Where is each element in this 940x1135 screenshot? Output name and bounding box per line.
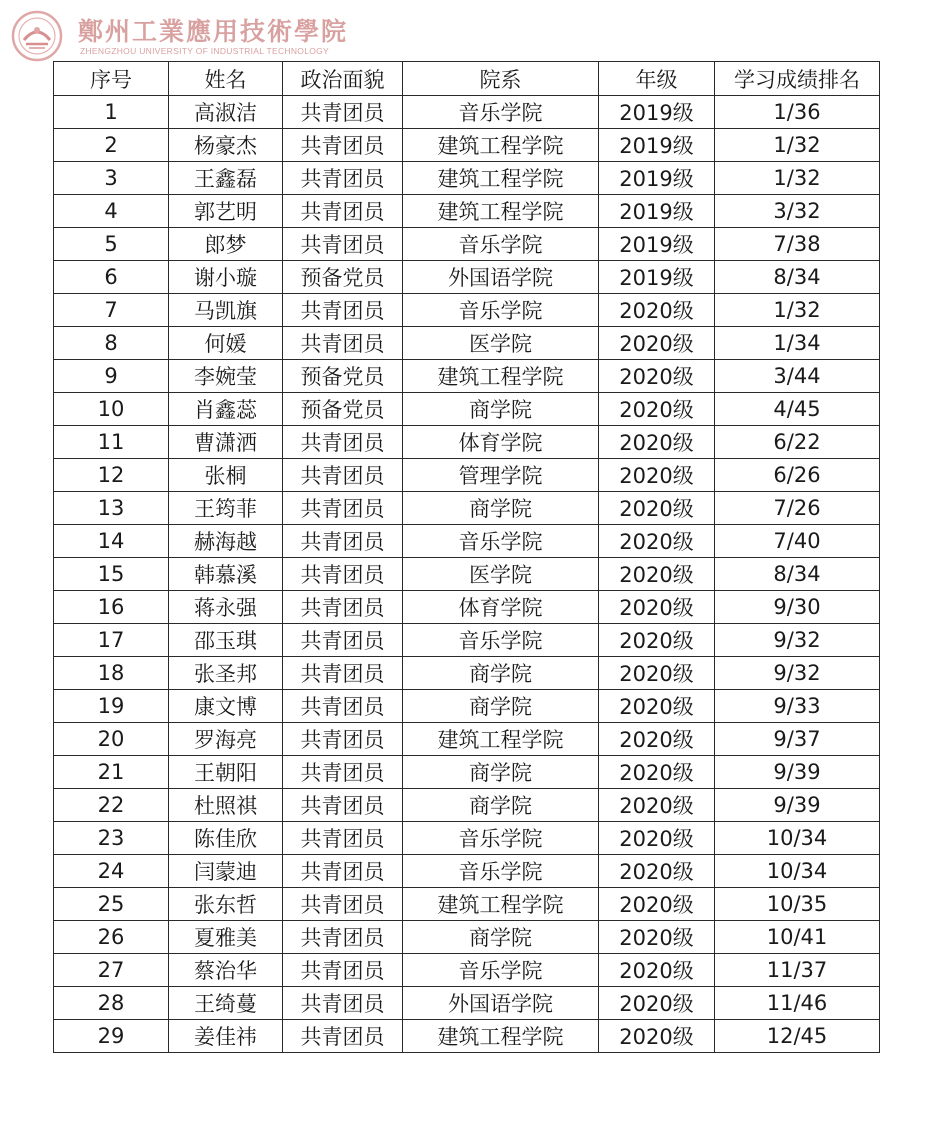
cell-political-status: 预备党员 bbox=[283, 393, 403, 426]
cell-political-status: 共青团员 bbox=[283, 327, 403, 360]
cell-college: 商学院 bbox=[403, 393, 599, 426]
cell-grade: 2020级 bbox=[599, 822, 715, 855]
cell-grade: 2020级 bbox=[599, 855, 715, 888]
cell-college: 音乐学院 bbox=[403, 228, 599, 261]
cell-grade: 2020级 bbox=[599, 393, 715, 426]
cell-index: 12 bbox=[54, 459, 169, 492]
cell-rank: 10/41 bbox=[715, 921, 880, 954]
table-row bbox=[54, 327, 880, 360]
cell-political-status: 共青团员 bbox=[283, 954, 403, 987]
table-row bbox=[54, 657, 880, 690]
cell-grade: 2020级 bbox=[599, 624, 715, 657]
table-row bbox=[54, 921, 880, 954]
cell-political-status: 共青团员 bbox=[283, 921, 403, 954]
table-row bbox=[54, 360, 880, 393]
cell-name: 郎梦 bbox=[169, 228, 283, 261]
cell-grade: 2020级 bbox=[599, 723, 715, 756]
cell-rank: 7/38 bbox=[715, 228, 880, 261]
cell-college: 商学院 bbox=[403, 756, 599, 789]
cell-college: 外国语学院 bbox=[403, 987, 599, 1020]
cell-name: 蔡治华 bbox=[169, 954, 283, 987]
cell-name: 郭艺明 bbox=[169, 195, 283, 228]
cell-grade: 2020级 bbox=[599, 1020, 715, 1053]
cell-rank: 8/34 bbox=[715, 558, 880, 591]
cell-rank: 1/36 bbox=[715, 96, 880, 129]
cell-political-status: 共青团员 bbox=[283, 558, 403, 591]
table-row bbox=[54, 459, 880, 492]
table-row bbox=[54, 1020, 880, 1053]
table-row bbox=[54, 954, 880, 987]
table-row bbox=[54, 294, 880, 327]
cell-index: 19 bbox=[54, 690, 169, 723]
cell-name: 邵玉琪 bbox=[169, 624, 283, 657]
cell-index: 2 bbox=[54, 129, 169, 162]
cell-college: 商学院 bbox=[403, 789, 599, 822]
cell-index: 5 bbox=[54, 228, 169, 261]
cell-grade: 2019级 bbox=[599, 195, 715, 228]
university-logo bbox=[8, 10, 349, 62]
cell-name: 张桐 bbox=[169, 459, 283, 492]
table-row bbox=[54, 591, 880, 624]
cell-name: 杜照祺 bbox=[169, 789, 283, 822]
cell-political-status: 共青团员 bbox=[283, 591, 403, 624]
cell-college: 音乐学院 bbox=[403, 294, 599, 327]
table-row bbox=[54, 690, 880, 723]
cell-index: 20 bbox=[54, 723, 169, 756]
cell-index: 21 bbox=[54, 756, 169, 789]
cell-name: 陈佳欣 bbox=[169, 822, 283, 855]
cell-index: 1 bbox=[54, 96, 169, 129]
cell-index: 25 bbox=[54, 888, 169, 921]
cell-name: 王绮蔓 bbox=[169, 987, 283, 1020]
cell-name: 曹潇洒 bbox=[169, 426, 283, 459]
column-header-index: 序号 bbox=[54, 62, 169, 96]
cell-index: 17 bbox=[54, 624, 169, 657]
cell-political-status: 共青团员 bbox=[283, 723, 403, 756]
table-row bbox=[54, 393, 880, 426]
cell-college: 商学院 bbox=[403, 921, 599, 954]
cell-index: 14 bbox=[54, 525, 169, 558]
cell-political-status: 共青团员 bbox=[283, 492, 403, 525]
cell-college: 音乐学院 bbox=[403, 525, 599, 558]
cell-grade: 2019级 bbox=[599, 162, 715, 195]
cell-rank: 9/37 bbox=[715, 723, 880, 756]
cell-rank: 12/45 bbox=[715, 1020, 880, 1053]
table-row bbox=[54, 96, 880, 129]
cell-grade: 2020级 bbox=[599, 657, 715, 690]
cell-rank: 1/32 bbox=[715, 129, 880, 162]
cell-college: 管理学院 bbox=[403, 459, 599, 492]
cell-name: 闫蒙迪 bbox=[169, 855, 283, 888]
cell-rank: 7/26 bbox=[715, 492, 880, 525]
cell-grade: 2020级 bbox=[599, 558, 715, 591]
cell-college: 建筑工程学院 bbox=[403, 360, 599, 393]
cell-rank: 9/32 bbox=[715, 624, 880, 657]
cell-political-status: 预备党员 bbox=[283, 261, 403, 294]
table-row bbox=[54, 426, 880, 459]
cell-political-status: 共青团员 bbox=[283, 228, 403, 261]
cell-political-status: 共青团员 bbox=[283, 129, 403, 162]
cell-rank: 11/46 bbox=[715, 987, 880, 1020]
cell-rank: 11/37 bbox=[715, 954, 880, 987]
cell-college: 建筑工程学院 bbox=[403, 162, 599, 195]
cell-name: 高淑洁 bbox=[169, 96, 283, 129]
cell-college: 外国语学院 bbox=[403, 261, 599, 294]
cell-college: 商学院 bbox=[403, 657, 599, 690]
cell-name: 谢小璇 bbox=[169, 261, 283, 294]
school-name: 鄭州工業應用技術學院 bbox=[78, 17, 349, 46]
cell-political-status: 共青团员 bbox=[283, 162, 403, 195]
column-header-college: 院系 bbox=[403, 62, 599, 96]
cell-grade: 2020级 bbox=[599, 756, 715, 789]
cell-index: 18 bbox=[54, 657, 169, 690]
cell-political-status: 共青团员 bbox=[283, 96, 403, 129]
table-row bbox=[54, 525, 880, 558]
cell-political-status: 共青团员 bbox=[283, 987, 403, 1020]
cell-rank: 4/45 bbox=[715, 393, 880, 426]
cell-index: 4 bbox=[54, 195, 169, 228]
cell-college: 医学院 bbox=[403, 558, 599, 591]
table-row bbox=[54, 162, 880, 195]
cell-grade: 2020级 bbox=[599, 525, 715, 558]
cell-grade: 2020级 bbox=[599, 987, 715, 1020]
cell-college: 建筑工程学院 bbox=[403, 195, 599, 228]
cell-political-status: 共青团员 bbox=[283, 195, 403, 228]
cell-grade: 2019级 bbox=[599, 96, 715, 129]
cell-rank: 10/34 bbox=[715, 855, 880, 888]
cell-grade: 2020级 bbox=[599, 789, 715, 822]
cell-name: 康文博 bbox=[169, 690, 283, 723]
cell-rank: 8/34 bbox=[715, 261, 880, 294]
cell-index: 3 bbox=[54, 162, 169, 195]
cell-political-status: 共青团员 bbox=[283, 789, 403, 822]
cell-rank: 9/39 bbox=[715, 789, 880, 822]
cell-political-status: 预备党员 bbox=[283, 360, 403, 393]
table-row bbox=[54, 492, 880, 525]
cell-index: 26 bbox=[54, 921, 169, 954]
cell-name: 李婉莹 bbox=[169, 360, 283, 393]
cell-name: 何媛 bbox=[169, 327, 283, 360]
cell-name: 张圣邦 bbox=[169, 657, 283, 690]
cell-grade: 2019级 bbox=[599, 261, 715, 294]
cell-college: 医学院 bbox=[403, 327, 599, 360]
table-row bbox=[54, 822, 880, 855]
cell-rank: 10/34 bbox=[715, 822, 880, 855]
cell-name: 夏雅美 bbox=[169, 921, 283, 954]
cell-name: 马凯旗 bbox=[169, 294, 283, 327]
cell-rank: 3/44 bbox=[715, 360, 880, 393]
cell-name: 杨豪杰 bbox=[169, 129, 283, 162]
column-header-grade: 年级 bbox=[599, 62, 715, 96]
cell-college: 音乐学院 bbox=[403, 822, 599, 855]
cell-index: 16 bbox=[54, 591, 169, 624]
table-row bbox=[54, 789, 880, 822]
table-header-row bbox=[54, 62, 880, 96]
cell-college: 建筑工程学院 bbox=[403, 129, 599, 162]
cell-political-status: 共青团员 bbox=[283, 888, 403, 921]
cell-rank: 9/39 bbox=[715, 756, 880, 789]
cell-name: 张东哲 bbox=[169, 888, 283, 921]
cell-grade: 2019级 bbox=[599, 228, 715, 261]
cell-index: 15 bbox=[54, 558, 169, 591]
column-header-rank: 学习成绩排名 bbox=[715, 62, 880, 96]
cell-political-status: 共青团员 bbox=[283, 756, 403, 789]
cell-index: 6 bbox=[54, 261, 169, 294]
cell-grade: 2019级 bbox=[599, 129, 715, 162]
cell-grade: 2020级 bbox=[599, 954, 715, 987]
table-row bbox=[54, 855, 880, 888]
cell-grade: 2020级 bbox=[599, 921, 715, 954]
cell-index: 28 bbox=[54, 987, 169, 1020]
table-body bbox=[54, 96, 880, 1053]
cell-grade: 2020级 bbox=[599, 327, 715, 360]
cell-grade: 2020级 bbox=[599, 591, 715, 624]
cell-rank: 9/32 bbox=[715, 657, 880, 690]
cell-rank: 1/32 bbox=[715, 162, 880, 195]
table-row bbox=[54, 195, 880, 228]
cell-college: 商学院 bbox=[403, 492, 599, 525]
cell-index: 13 bbox=[54, 492, 169, 525]
cell-grade: 2020级 bbox=[599, 360, 715, 393]
cell-name: 王鑫磊 bbox=[169, 162, 283, 195]
table-row bbox=[54, 228, 880, 261]
school-name-english: ZHENGZHOU UNIVERSITY OF INDUSTRIAL TECHNOLOGY bbox=[80, 46, 330, 56]
student-ranking-table bbox=[53, 61, 880, 1053]
cell-political-status: 共青团员 bbox=[283, 1020, 403, 1053]
cell-index: 23 bbox=[54, 822, 169, 855]
column-header-name: 姓名 bbox=[169, 62, 283, 96]
cell-index: 27 bbox=[54, 954, 169, 987]
cell-name: 肖鑫蕊 bbox=[169, 393, 283, 426]
cell-name: 姜佳祎 bbox=[169, 1020, 283, 1053]
cell-rank: 1/34 bbox=[715, 327, 880, 360]
cell-college: 商学院 bbox=[403, 690, 599, 723]
cell-index: 10 bbox=[54, 393, 169, 426]
table-row bbox=[54, 888, 880, 921]
cell-political-status: 共青团员 bbox=[283, 426, 403, 459]
cell-political-status: 共青团员 bbox=[283, 855, 403, 888]
cell-college: 音乐学院 bbox=[403, 855, 599, 888]
cell-grade: 2020级 bbox=[599, 492, 715, 525]
cell-rank: 6/22 bbox=[715, 426, 880, 459]
cell-college: 建筑工程学院 bbox=[403, 723, 599, 756]
cell-political-status: 共青团员 bbox=[283, 690, 403, 723]
cell-college: 体育学院 bbox=[403, 426, 599, 459]
cell-index: 11 bbox=[54, 426, 169, 459]
cell-index: 9 bbox=[54, 360, 169, 393]
cell-rank: 10/35 bbox=[715, 888, 880, 921]
table-row bbox=[54, 558, 880, 591]
column-header-political-status: 政治面貌 bbox=[283, 62, 403, 96]
cell-name: 王筠菲 bbox=[169, 492, 283, 525]
cell-index: 8 bbox=[54, 327, 169, 360]
cell-index: 24 bbox=[54, 855, 169, 888]
cell-political-status: 共青团员 bbox=[283, 657, 403, 690]
cell-grade: 2020级 bbox=[599, 426, 715, 459]
cell-grade: 2020级 bbox=[599, 294, 715, 327]
cell-rank: 6/26 bbox=[715, 459, 880, 492]
university-seal-icon bbox=[8, 10, 66, 62]
cell-college: 体育学院 bbox=[403, 591, 599, 624]
cell-name: 赫海越 bbox=[169, 525, 283, 558]
cell-rank: 9/33 bbox=[715, 690, 880, 723]
table-row bbox=[54, 624, 880, 657]
cell-rank: 3/32 bbox=[715, 195, 880, 228]
table-row bbox=[54, 987, 880, 1020]
cell-grade: 2020级 bbox=[599, 888, 715, 921]
cell-college: 建筑工程学院 bbox=[403, 888, 599, 921]
cell-political-status: 共青团员 bbox=[283, 624, 403, 657]
cell-college: 建筑工程学院 bbox=[403, 1020, 599, 1053]
cell-name: 王朝阳 bbox=[169, 756, 283, 789]
cell-name: 韩慕溪 bbox=[169, 558, 283, 591]
table-row bbox=[54, 756, 880, 789]
cell-rank: 1/32 bbox=[715, 294, 880, 327]
cell-grade: 2020级 bbox=[599, 690, 715, 723]
cell-college: 音乐学院 bbox=[403, 624, 599, 657]
table-row bbox=[54, 129, 880, 162]
cell-rank: 7/40 bbox=[715, 525, 880, 558]
cell-index: 22 bbox=[54, 789, 169, 822]
cell-political-status: 共青团员 bbox=[283, 822, 403, 855]
cell-political-status: 共青团员 bbox=[283, 294, 403, 327]
cell-college: 音乐学院 bbox=[403, 954, 599, 987]
cell-political-status: 共青团员 bbox=[283, 459, 403, 492]
table-row bbox=[54, 261, 880, 294]
cell-college: 音乐学院 bbox=[403, 96, 599, 129]
cell-name: 罗海亮 bbox=[169, 723, 283, 756]
cell-index: 29 bbox=[54, 1020, 169, 1053]
cell-political-status: 共青团员 bbox=[283, 525, 403, 558]
cell-grade: 2020级 bbox=[599, 459, 715, 492]
cell-index: 7 bbox=[54, 294, 169, 327]
cell-rank: 9/30 bbox=[715, 591, 880, 624]
table-row bbox=[54, 723, 880, 756]
cell-name: 蒋永强 bbox=[169, 591, 283, 624]
